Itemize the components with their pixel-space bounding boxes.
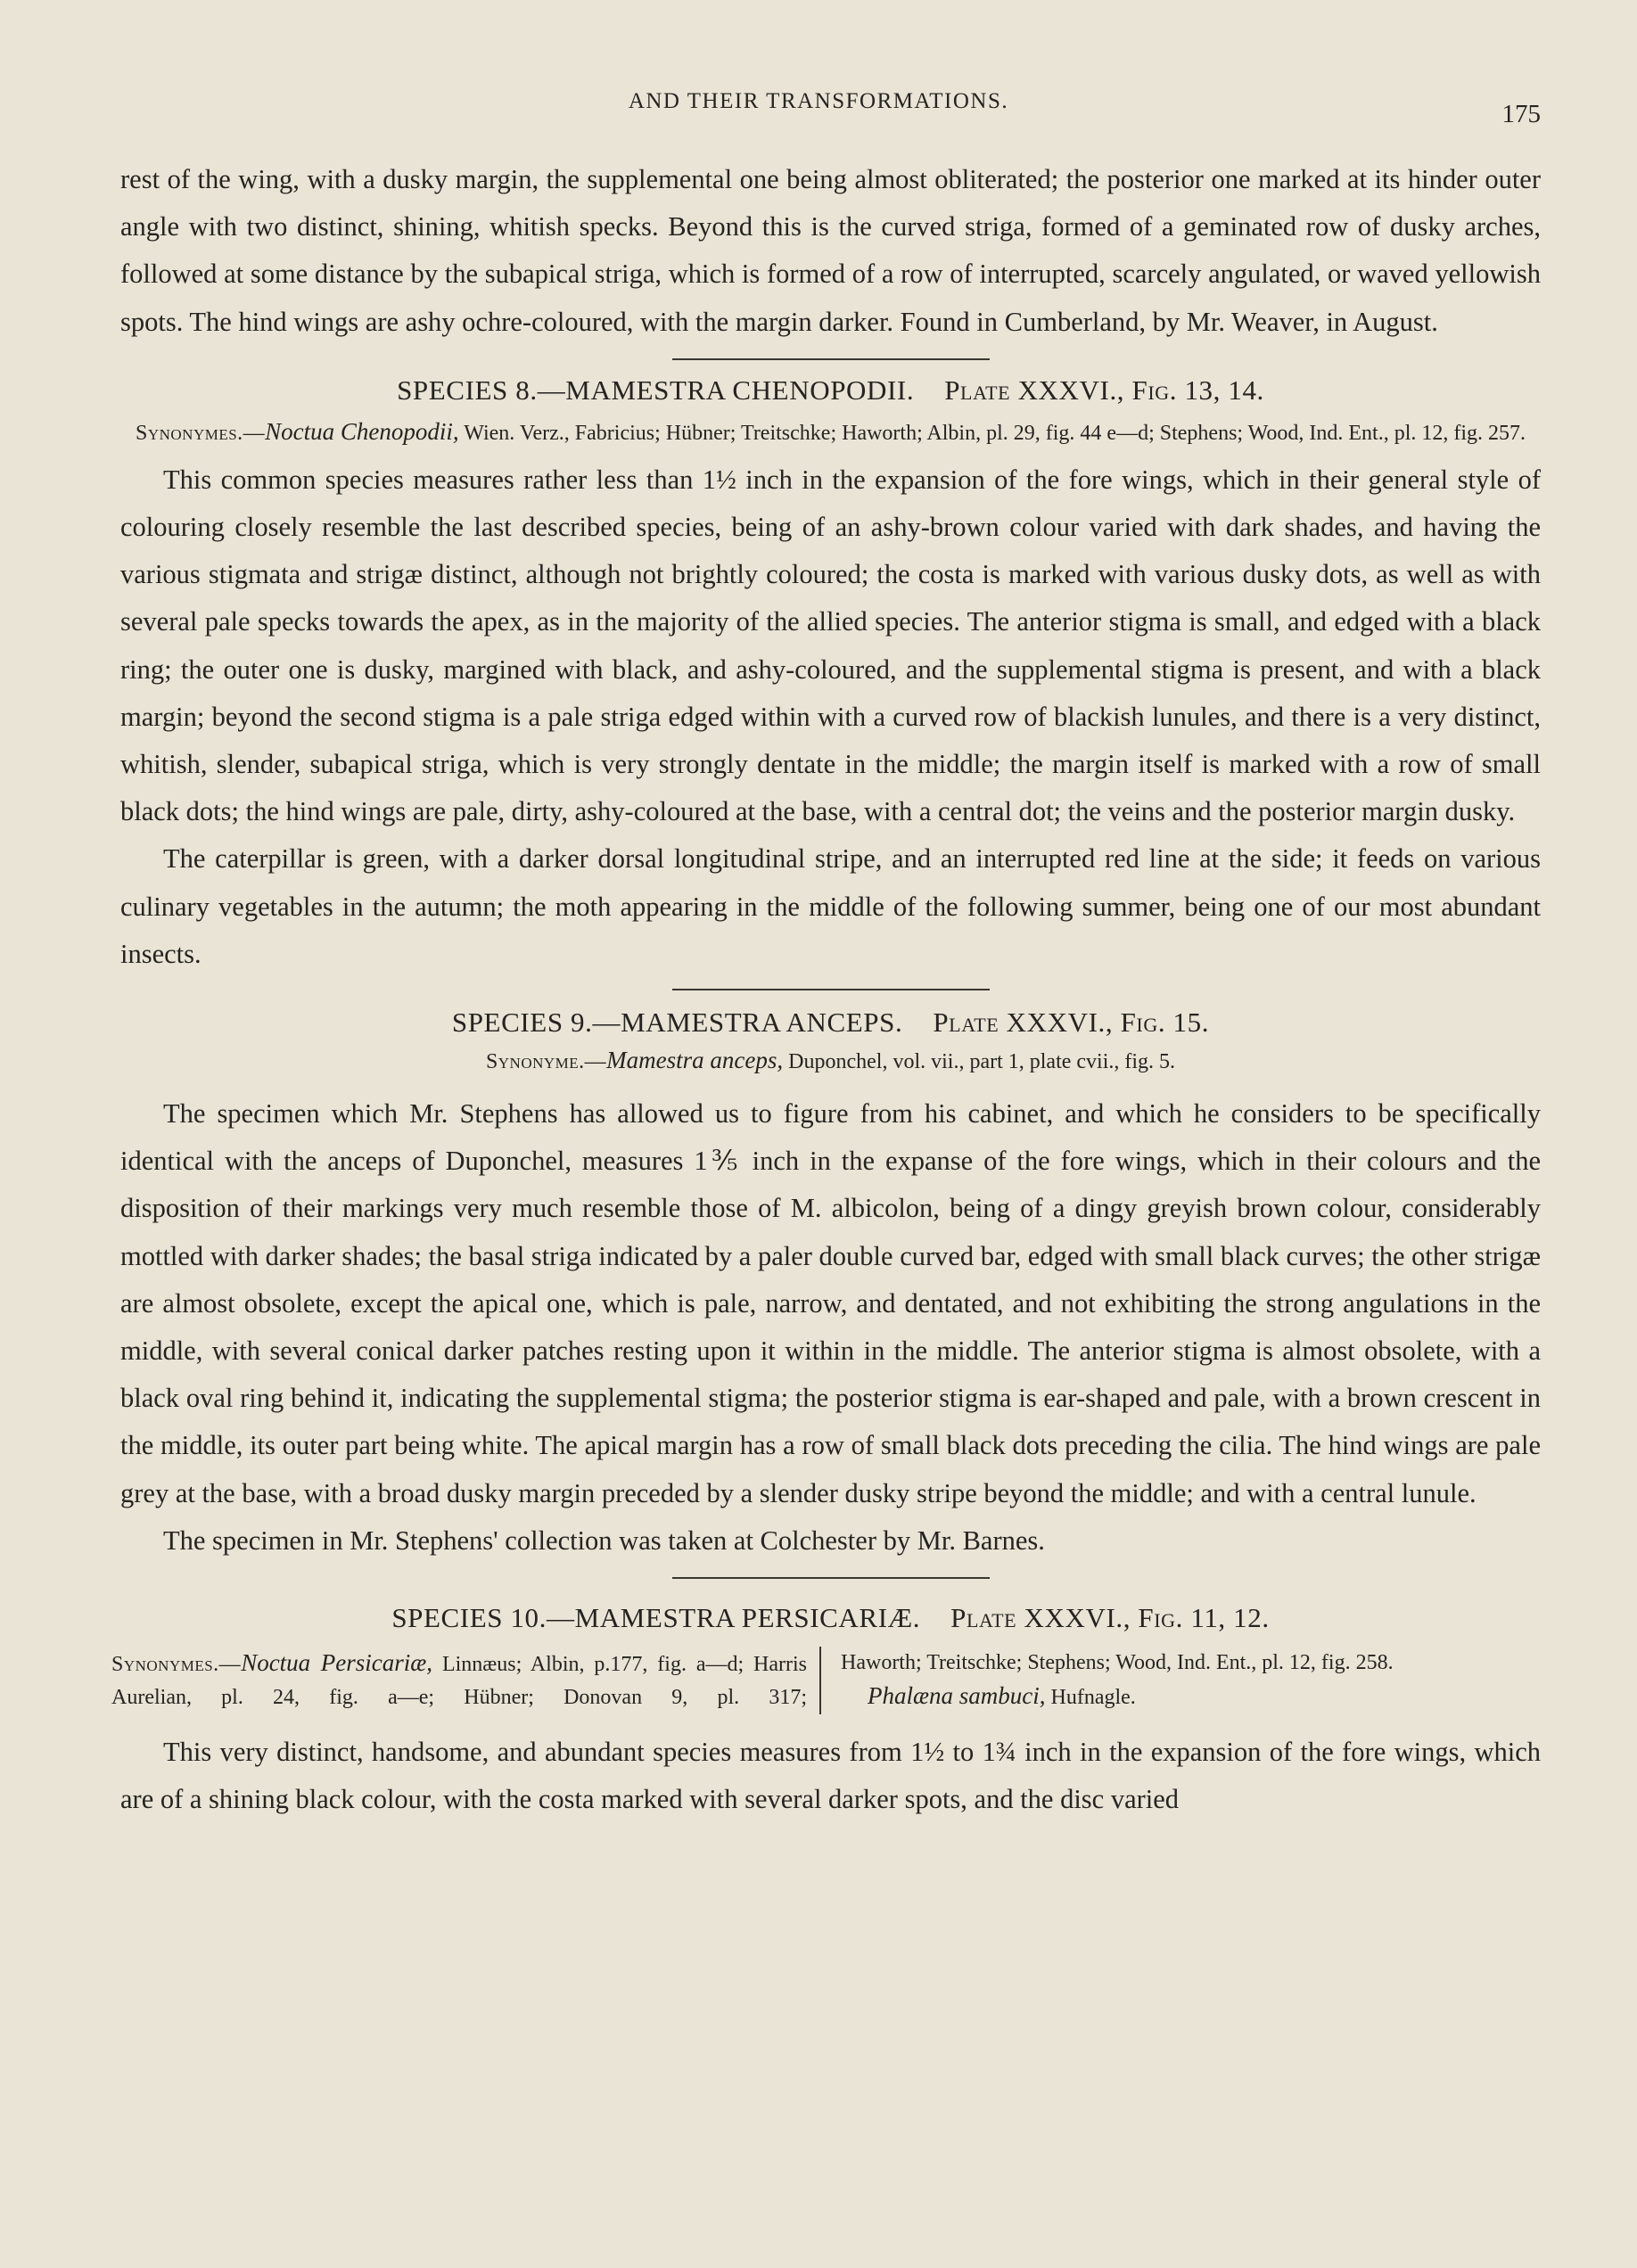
synonym-references: Linnæus; Albin, p.177, fig. a—d; Harris Aurelian, pl. 24, fig. a—e; Hübner; Donovan 9, pl. 317; (111, 1653, 807, 1710)
species-8-plate: Plate XXXVI., Fig. 13, 14. (944, 374, 1264, 406)
species-8-title: SPECIES 8.—MAMESTRA CHENOPODII. (397, 374, 915, 406)
synonym-references-continued: Haworth; Treitschke; Stephens; Wood, Ind. Ent., pl. 12, fig. 258. (841, 1651, 1394, 1675)
section-divider (672, 358, 990, 360)
species-8-synonymes (120, 415, 1541, 450)
synonym-name: Noctua Chenopodii, (265, 417, 459, 445)
synonym-author: Hufnagle. (1050, 1686, 1136, 1710)
synonym-references: Wien. Verz., Fabricius; Hübner; Treitschke; Haworth; Albin, pl. 29, fig. 44 e—d; Stephens; Wood, Ind. Ent., pl. 12, fig. 257. (464, 421, 1526, 445)
species-9-description: The specimen which Mr. Stephens has allowed us to figure from his cabinet, and which he considers to be specifically identical with the anceps of Duponchel, measures 1⅗ inch in the expanse of the fore wings, which in their colours and the disposition of their markings very much resemble those of M. albicolon, being of a dingy greyish brown colour, considerably mottled with darker shades; the basal striga indicated by a paler double curved bar, edged with small black curves; the other strigæ are almost obsolete, except the apical one, which is pale, narrow, and dentated, and not exhibiting the strong angulations in the middle, with several conical darker patches resting upon it within in the middle. The anterior stigma is almost obsolete, with a black oval ring behind it, indicating the supplemental stigma; the posterior stigma is ear-shaped and pale, with a brown crescent in the middle, its outer part being white. The apical margin has a row of small black dots preceding the cilia. The hind wings are pale grey at the base, with a broad dusky margin preceded by a slender dusky stripe beyond the middle; and with a central lunule. (120, 1098, 1541, 1508)
section-divider (672, 1577, 990, 1579)
synonym-name: Noctua Persicariæ, (241, 1649, 433, 1677)
species-8-description: This common species measures rather less than 1½ inch in the expansion of the fore wings, which in their general style of colouring closely resemble the last described species, being of an ashy-brown colour varied with dark shades, and having the various stigmata and strigæ distinct, although not brightly coloured; the costa is marked with various dusky dots, as well as with several pale specks towards the apex, as in the majority of the allied species. The anterior stigma is small, and edged with a black ring; the outer one is dusky, margined with black, and ashy-coloured, and the supplemental stigma is present, and with a black margin; beyond the second stigma is a pale striga edged within with a curved row of blackish lunules, and there is a very distinct, whitish, slender, subapical striga, which is very strongly dentate in the middle; the margin itself is marked with a row of small black dots; the hind wings are pale, dirty, ashy-coloured at the base, with a central dot; the veins and the posterior margin dusky. (120, 464, 1541, 827)
species-8-caterpillar: The caterpillar is green, with a darker dorsal longitudinal stripe, and an interrupted red line at the side; it feeds on various culinary vegetables in the autumn; the moth appearing in the middle of the following summer, being one of our most abundant insects. (120, 843, 1541, 969)
page-number: 175 (1501, 100, 1541, 128)
synonymes-label: Synonymes.— (111, 1653, 242, 1677)
species-10-title: SPECIES 10.—MAMESTRA PERSICARIÆ. (391, 1602, 921, 1634)
species-8-heading (120, 374, 1541, 407)
synonymes-left-column (111, 1647, 819, 1714)
running-title: AND THEIR TRANSFORMATIONS. (628, 89, 1009, 113)
species-9-title: SPECIES 9.—MAMESTRA ANCEPS. (451, 1007, 903, 1039)
continuation-paragraph: rest of the wing, with a dusky margin, the supplemental one being almost obliterated; the posterior one marked at its hinder outer angle with two distinct, shining, whitish specks. Beyond this is the curved striga, formed of a geminated row of dusky arches, followed at some distance by the subapical striga, which is formed of a row of interrupted, scarcely angulated, or waved yellowish spots. The hind wings are ashy ochre-coloured, with the margin darker. Found in Cumberland, by Mr. Weaver, in August. (120, 164, 1541, 337)
species-9-specimen-note: The specimen in Mr. Stephens' collection was taken at Colchester by Mr. Barnes. (163, 1524, 1045, 1556)
synonymes-right-column (819, 1647, 1541, 1714)
page-body (111, 156, 1541, 1823)
synonymes-label: Synonymes.— (135, 421, 266, 445)
synonym-alt-name (841, 1680, 1541, 1714)
species-9-heading (120, 1007, 1541, 1039)
synonym-references: Duponchel, vol. vii., part 1, plate cvii., fig. 5. (788, 1050, 1176, 1074)
synonym-name: Phalæna sambuci, (868, 1682, 1046, 1710)
species-9-synonyme (120, 1044, 1541, 1079)
species-10-description: This very distinct, handsome, and abundant species measures from 1½ to 1¾ inch in the expansion of the fore wings, which are of a shining black colour, with the costa marked with several darker spots, and the disc varied (120, 1737, 1541, 1815)
section-divider (672, 989, 990, 990)
species-10-synonymes (111, 1647, 1541, 1714)
synonym-name: Mamestra anceps, (606, 1047, 784, 1074)
species-10-plate: Plate XXXVI., Fig. 11, 12. (950, 1602, 1270, 1634)
species-10-heading (120, 1602, 1541, 1634)
species-9-plate: Plate XXXVI., Fig. 15. (933, 1007, 1210, 1039)
synonyme-label: Synonyme.— (485, 1050, 607, 1074)
